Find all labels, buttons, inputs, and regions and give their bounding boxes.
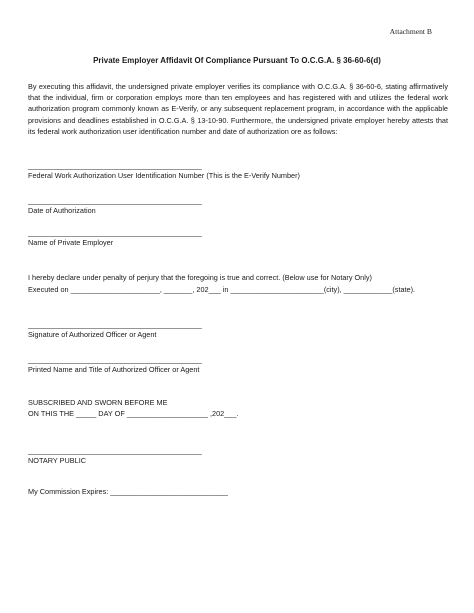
everify-number-label: Federal Work Authorization User Identification Number (This is the E-Verify Number) <box>28 171 300 180</box>
employer-name-blank[interactable]: _____________________________________________ <box>28 228 202 237</box>
employer-name-label: Name of Private Employer <box>28 238 114 247</box>
printed-name-label: Printed Name and Title of Authorized Officer or Agent <box>28 365 200 374</box>
notary-public-label: NOTARY PUBLIC <box>28 456 86 465</box>
everify-number-field[interactable] <box>28 161 300 181</box>
everify-number-blank[interactable]: _____________________________________________ <box>28 161 202 170</box>
attachment-label: Attachment B <box>389 27 432 36</box>
executed-on-line[interactable]: Executed on ______________________, _______, 202___ in _______________________(city), ____________(state). <box>28 285 416 294</box>
signature-label: Signature of Authorized Officer or Agent <box>28 330 157 339</box>
employer-name-field[interactable] <box>28 228 202 248</box>
printed-name-field[interactable] <box>28 355 202 375</box>
notary-signature-blank[interactable]: _____________________________________________ <box>28 446 202 455</box>
signature-blank[interactable]: _____________________________________________ <box>28 320 202 329</box>
printed-name-blank[interactable]: _____________________________________________ <box>28 355 202 364</box>
sworn-date-line[interactable]: ON THIS THE _____ DAY OF ____________________ ,202___. <box>28 409 239 418</box>
commission-expires-line[interactable]: My Commission Expires: _____________________________ <box>28 487 228 496</box>
date-of-authorization-field[interactable] <box>28 196 202 216</box>
sworn-heading: SUBSCRIBED AND SWORN BEFORE ME <box>28 398 168 407</box>
date-of-authorization-label: Date of Authorization <box>28 206 96 215</box>
notary-public-field[interactable] <box>28 446 202 466</box>
perjury-declaration: I hereby declare under penalty of perjury that the foregoing is true and correct. (Below use for Notary Only) <box>28 273 372 282</box>
signature-field[interactable] <box>28 320 202 340</box>
intro-paragraph: By executing this affidavit, the undersigned private employer verifies its compliance with O.C.G.A. § 36-60-6, stating affirmatively that the individual, firm or corporation employs more than ten employees and has registered with and utilizes the federal work authorization program commonly known as E-Verify, or any subsequent replacement program, in accordance with the applicable provisions and deadlines established in O.C.G.A. § 13-10-90. Furthermore, the undersigned private employer hereby attests that its federal work authorization user identification number and date of authorization ore as follows: <box>28 82 448 136</box>
document-title: Private Employer Affidavit Of Compliance Pursuant To O.C.G.A. § 36-60-6(d) <box>93 56 381 65</box>
date-of-authorization-blank[interactable]: _____________________________________________ <box>28 196 202 205</box>
